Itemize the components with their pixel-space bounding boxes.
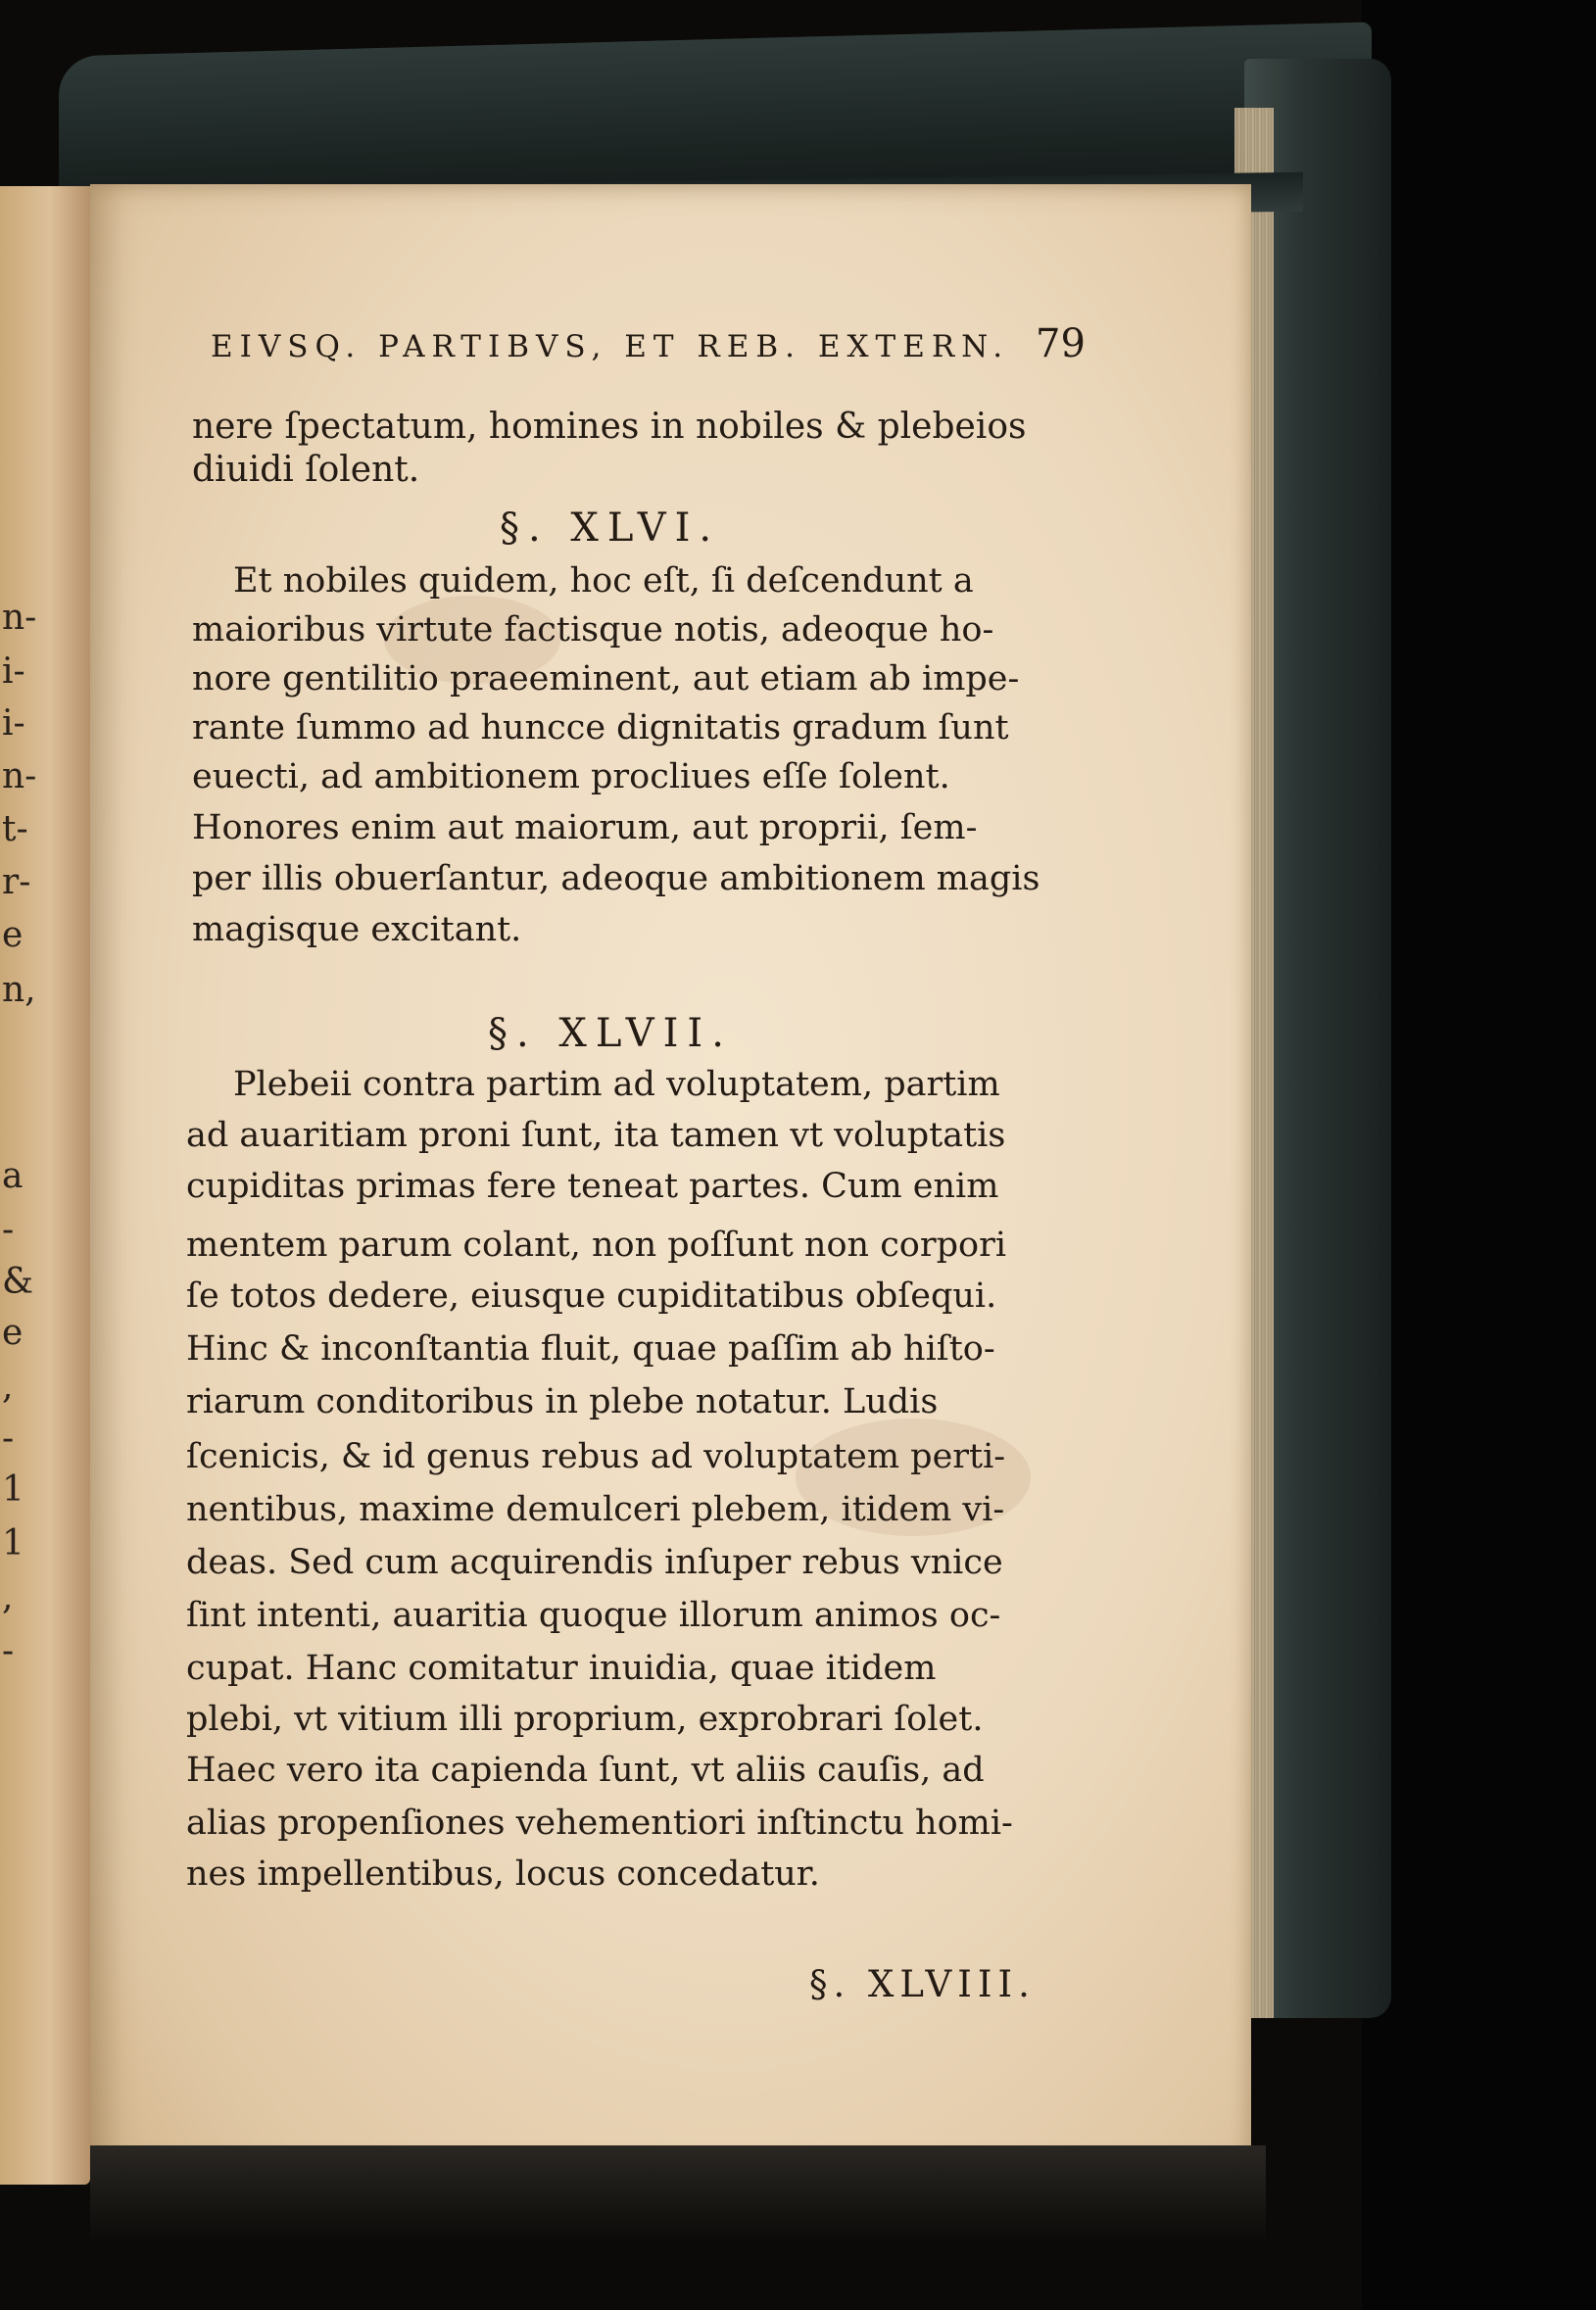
left-facing-page: [0, 186, 90, 2185]
text-line: mentem parum colant, non poſſunt non corpori: [186, 1226, 1007, 1265]
text-line: cupiditas primas fere teneat partes. Cum enim: [186, 1167, 999, 1206]
running-head: [211, 321, 1086, 366]
text-line: nore gentilitio praeeminent, aut etiam ab impe-: [192, 659, 1020, 698]
left-fragment: n,: [2, 970, 36, 1010]
left-fragment: n-: [2, 756, 37, 796]
text-line: riarum conditoribus in plebe notatur. Ludis: [186, 1382, 939, 1421]
text-line: nentibus, maxime demulceri plebem, itidem vi-: [186, 1490, 1005, 1529]
text-line: deas. Sed cum acquirendis inſuper rebus vnice: [186, 1543, 1003, 1582]
left-fragment: ,: [2, 1577, 14, 1617]
catchword: §. XLVIII.: [809, 1963, 1036, 2005]
text-line: alias propenſiones vehementiori inſtinctu homi-: [186, 1804, 1013, 1843]
running-head-title: EIVSQ. PARTIBVS, ET REB. EXTERN.: [211, 329, 1010, 364]
text-line: Et nobiles quidem, hoc eſt, ſi deſcendunt a: [233, 561, 974, 601]
left-fragment: ,: [2, 1367, 14, 1407]
text-line: Honores enim aut maiorum, aut proprii, ſem-: [192, 808, 978, 847]
text-line: Plebeii contra partim ad voluptatem, partim: [233, 1065, 1000, 1104]
text-line: nere ſpectatum, homines in nobiles & plebeios: [192, 407, 1027, 447]
left-fragment: i-: [2, 703, 25, 744]
section-heading: §. XLVI.: [500, 505, 721, 551]
left-fragment: -: [2, 1631, 15, 1671]
left-fragment: a: [2, 1156, 24, 1196]
left-fragment: 1: [2, 1469, 24, 1510]
left-fragment: e: [2, 1313, 24, 1353]
text-line: rante ſummo ad huncce dignitatis gradum ſunt: [192, 708, 1009, 747]
text-line: Hinc & inconſtantia fluit, quae paſſim ab hiſto-: [186, 1329, 995, 1369]
text-line: Haec vero ita capienda ſunt, vt aliis cauſis, ad: [186, 1751, 985, 1790]
left-fragment: e: [2, 915, 24, 955]
text-line: magisque excitant.: [192, 910, 522, 949]
text-line: ſcenicis, & id genus rebus ad voluptatem perti-: [186, 1437, 1006, 1476]
text-line: per illis obuerſantur, adeoque ambitionem magis: [192, 859, 1040, 898]
text-line: ſint intenti, auaritia quoque illorum animos oc-: [186, 1596, 1001, 1635]
left-fragment: i-: [2, 651, 25, 692]
text-line: euecti, ad ambitionem procliues eſſe ſolent.: [192, 757, 950, 796]
text-line: ad auaritiam proni ſunt, ita tamen vt voluptatis: [186, 1116, 1006, 1155]
section-heading: §. XLVII.: [488, 1011, 733, 1056]
text-line: maioribus virtute factisque notis, adeoque ho-: [192, 610, 994, 650]
left-fragment: -: [2, 1210, 15, 1250]
text-line: plebi, vt vitium illi proprium, exprobrari ſolet.: [186, 1700, 984, 1739]
left-fragment: -: [2, 1419, 15, 1459]
left-fragment: &: [2, 1262, 34, 1302]
text-line: diuidi ſolent.: [192, 450, 420, 490]
shadow: [90, 2145, 1266, 2310]
left-fragment: r-: [2, 862, 31, 902]
left-fragment: n-: [2, 598, 37, 638]
text-line: ſe totos dedere, eiusque cupiditatibus obſequi.: [186, 1276, 997, 1316]
dark-background: [1362, 0, 1596, 2310]
left-fragment: t-: [2, 809, 28, 849]
text-line: nes impellentibus, locus concedatur.: [186, 1854, 820, 1894]
left-fragment: 1: [2, 1523, 24, 1564]
page-number: 79: [1036, 321, 1086, 366]
text-line: cupat. Hanc comitatur inuidia, quae itidem: [186, 1649, 937, 1688]
